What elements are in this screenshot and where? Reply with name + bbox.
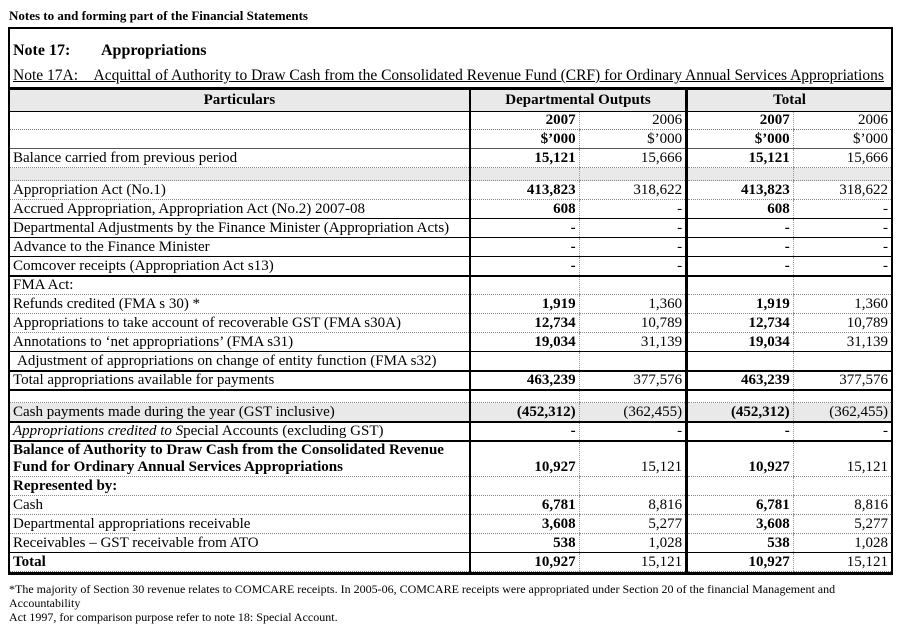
row-label: Comcover receipts (Appropriation Act s13)	[10, 257, 470, 276]
cell-total-2007: 6,781	[687, 495, 794, 514]
table-head	[10, 89, 891, 149]
table-row	[10, 181, 891, 200]
cell-dept-2007: 6,781	[470, 495, 579, 514]
cell-dept-2006: -	[579, 422, 686, 441]
unit-header-total-2007: $’000	[687, 130, 794, 149]
row-label: Cash	[10, 495, 470, 514]
table-row	[10, 476, 891, 495]
row-label: Accrued Appropriation, Appropriation Act (No.2) 2007-08	[10, 200, 470, 219]
note17a-spacer	[78, 67, 94, 84]
cell-total-2006	[793, 168, 891, 181]
table-row	[10, 200, 891, 219]
cell-total-2007: 15,121	[687, 149, 794, 168]
cell-dept-2007	[470, 476, 579, 495]
cell-dept-2006: -	[579, 257, 686, 276]
row-label: Appropriations to take account of recoverable GST (FMA s30A)	[10, 314, 470, 333]
page-title: Notes to and forming part of the Financial Statements	[9, 8, 308, 23]
row-label: Represented by:	[10, 476, 470, 495]
cell-total-2007	[687, 352, 794, 371]
table-row	[10, 514, 891, 533]
row-label: Balance carried from previous period	[10, 149, 470, 168]
cell-dept-2007: -	[470, 238, 579, 257]
row-label: Total	[10, 552, 470, 571]
cell-dept-2007: 10,927	[470, 441, 579, 477]
cell-dept-2006: -	[579, 219, 686, 238]
cell-dept-2006	[579, 168, 686, 181]
row-label: Departmental Adjustments by the Finance Minister (Appropriation Acts)	[10, 219, 470, 238]
table-row	[10, 295, 891, 314]
cell-dept-2006	[579, 476, 686, 495]
cell-total-2007: 10,927	[687, 441, 794, 477]
cell-dept-2007: 538	[470, 533, 579, 552]
cell-total-2007	[687, 168, 794, 181]
row-label: Receivables – GST receivable from ATO	[10, 533, 470, 552]
unit-header-dept-2007: $’000	[470, 130, 579, 149]
cell-dept-2006: 377,576	[579, 371, 686, 390]
cell-dept-2006: 31,139	[579, 333, 686, 352]
row-label: Appropriation Act (No.1)	[10, 181, 470, 200]
table-row	[10, 276, 891, 295]
note17a-text: Acquittal of Authority to Draw Cash from the Consolidated Revenue Fund (CRF) for Ordinary Annual Services Appropriations	[93, 67, 884, 84]
cell-dept-2006	[579, 390, 686, 403]
year-header-dept-2006: 2006	[579, 112, 686, 130]
cell-total-2007: 463,239	[687, 371, 794, 390]
table-body	[10, 149, 891, 572]
cell-total-2006: 1,028	[793, 533, 891, 552]
table-row	[10, 314, 891, 333]
cell-total-2007: 3,608	[687, 514, 794, 533]
appropriations-table	[10, 87, 891, 572]
cell-dept-2007: 15,121	[470, 149, 579, 168]
table-row	[10, 257, 891, 276]
cell-total-2007: 19,034	[687, 333, 794, 352]
table-unit-row	[10, 130, 891, 149]
cell-total-2007	[687, 476, 794, 495]
cell-total-2007: (452,312)	[687, 403, 794, 422]
cell-total-2007	[687, 390, 794, 403]
cell-dept-2006: (362,455)	[579, 403, 686, 422]
cell-dept-2006: 10,789	[579, 314, 686, 333]
cell-total-2007: 12,734	[687, 314, 794, 333]
cell-dept-2006: 8,816	[579, 495, 686, 514]
row-label: Annotations to ‘net appropriations’ (FMA s31)	[10, 333, 470, 352]
cell-total-2006: 31,139	[793, 333, 891, 352]
row-label: Departmental appropriations receivable	[10, 514, 470, 533]
table-row	[10, 390, 891, 403]
cell-total-2006: 377,576	[793, 371, 891, 390]
cell-total-2006: 15,121	[793, 552, 891, 571]
table-row	[10, 495, 891, 514]
cell-dept-2006	[579, 276, 686, 295]
table-row	[10, 149, 891, 168]
cell-dept-2007	[470, 168, 579, 181]
note-box	[8, 27, 893, 575]
cell-total-2007: 1,919	[687, 295, 794, 314]
table-row	[10, 441, 891, 477]
row-label	[10, 168, 470, 181]
col-header-total: Total	[687, 89, 891, 112]
row-label: Refunds credited (FMA s 30) *	[10, 295, 470, 314]
cell-total-2006: 1,360	[793, 295, 891, 314]
cell-total-2006	[793, 476, 891, 495]
cell-total-2006	[793, 276, 891, 295]
table-row	[10, 403, 891, 422]
row-label: FMA Act:	[10, 276, 470, 295]
note-number-label: Note 17:	[13, 42, 71, 59]
cell-dept-2006: 318,622	[579, 181, 686, 200]
row-label: Cash payments made during the year (GST inclusive)	[10, 403, 470, 422]
cell-dept-2007: -	[470, 422, 579, 441]
cell-dept-2007: 608	[470, 200, 579, 219]
footnote-line-2: Act 1997, for comparison purpose refer to note 18: Special Account.	[9, 610, 338, 625]
cell-dept-2007	[470, 276, 579, 295]
cell-total-2006	[793, 390, 891, 403]
row-label: Total appropriations available for payments	[10, 371, 470, 390]
table-row	[10, 333, 891, 352]
table-row	[10, 352, 891, 371]
cell-total-2006	[793, 352, 891, 371]
cell-total-2006: 5,277	[793, 514, 891, 533]
cell-dept-2007: 413,823	[470, 181, 579, 200]
cell-total-2006: -	[793, 238, 891, 257]
cell-dept-2007: 3,608	[470, 514, 579, 533]
cell-dept-2007: 10,927	[470, 552, 579, 571]
cell-dept-2006: 1,360	[579, 295, 686, 314]
unit-header-total-2006: $’000	[793, 130, 891, 149]
table-row	[10, 533, 891, 552]
cell-total-2006: (362,455)	[793, 403, 891, 422]
cell-total-2007: 413,823	[687, 181, 794, 200]
cell-dept-2006: 15,666	[579, 149, 686, 168]
cell-total-2006: -	[793, 422, 891, 441]
cell-dept-2006: 1,028	[579, 533, 686, 552]
cell-total-2006: 10,789	[793, 314, 891, 333]
cell-dept-2006: 15,121	[579, 441, 686, 477]
row-label	[10, 390, 470, 403]
note-title: Appropriations	[101, 42, 207, 59]
cell-dept-2006: 15,121	[579, 552, 686, 571]
cell-dept-2007: 19,034	[470, 333, 579, 352]
table-row	[10, 422, 891, 441]
cell-total-2007: 608	[687, 200, 794, 219]
cell-total-2007: -	[687, 257, 794, 276]
table-row	[10, 168, 891, 181]
cell-total-2006: 318,622	[793, 181, 891, 200]
cell-total-2007: 10,927	[687, 552, 794, 571]
year-header-dept-2007: 2007	[470, 112, 579, 130]
unit-header-dept-2006: $’000	[579, 130, 686, 149]
year-row-empty-cell	[10, 112, 470, 130]
unit-row-empty-cell	[10, 130, 470, 149]
row-label: Balance of Authority to Draw Cash from the Consolidated Revenue Fund for Ordinary Annual Services Appropriations	[10, 441, 470, 477]
cell-total-2006: -	[793, 219, 891, 238]
cell-dept-2006: 5,277	[579, 514, 686, 533]
col-header-departmental-outputs: Departmental Outputs	[470, 89, 687, 112]
cell-total-2006: 15,666	[793, 149, 891, 168]
cell-total-2007	[687, 276, 794, 295]
row-label: Adjustment of appropriations on change of entity function (FMA s32)	[10, 352, 470, 371]
table-row	[10, 371, 891, 390]
note-heading	[13, 42, 888, 60]
cell-dept-2007: (452,312)	[470, 403, 579, 422]
year-header-total-2007: 2007	[687, 112, 794, 130]
cell-total-2006: -	[793, 257, 891, 276]
table-row	[10, 219, 891, 238]
footnote-line-1: *The majority of Section 30 revenue relates to COMCARE receipts. In 2005-06, COMCARE receipts were appropriated under Section 20 of the financial Management and Accountability	[9, 581, 836, 610]
cell-dept-2006	[579, 352, 686, 371]
row-label: Appropriations credited to Special Accounts (excluding GST)	[10, 422, 470, 441]
note-header	[10, 29, 891, 87]
note17a-label: Note 17A:	[13, 67, 79, 84]
cell-total-2007: -	[687, 219, 794, 238]
note-subtitle	[13, 67, 888, 87]
cell-dept-2007	[470, 390, 579, 403]
cell-total-2006: -	[793, 200, 891, 219]
table-row	[10, 238, 891, 257]
cell-dept-2007	[470, 352, 579, 371]
cell-dept-2007: -	[470, 219, 579, 238]
table-row	[10, 552, 891, 571]
cell-dept-2007: 12,734	[470, 314, 579, 333]
year-header-total-2006: 2006	[793, 112, 891, 130]
table-year-row	[10, 112, 891, 130]
row-label: Advance to the Finance Minister	[10, 238, 470, 257]
cell-dept-2007: 1,919	[470, 295, 579, 314]
cell-total-2006: 15,121	[793, 441, 891, 477]
table-group-header-row	[10, 89, 891, 112]
cell-dept-2007: -	[470, 257, 579, 276]
cell-total-2007: 538	[687, 533, 794, 552]
cell-total-2006: 8,816	[793, 495, 891, 514]
footnote	[8, 582, 893, 625]
col-header-particulars: Particulars	[10, 89, 470, 112]
cell-total-2007: -	[687, 422, 794, 441]
cell-total-2007: -	[687, 238, 794, 257]
cell-dept-2006: -	[579, 238, 686, 257]
cell-dept-2007: 463,239	[470, 371, 579, 390]
cell-dept-2006: -	[579, 200, 686, 219]
